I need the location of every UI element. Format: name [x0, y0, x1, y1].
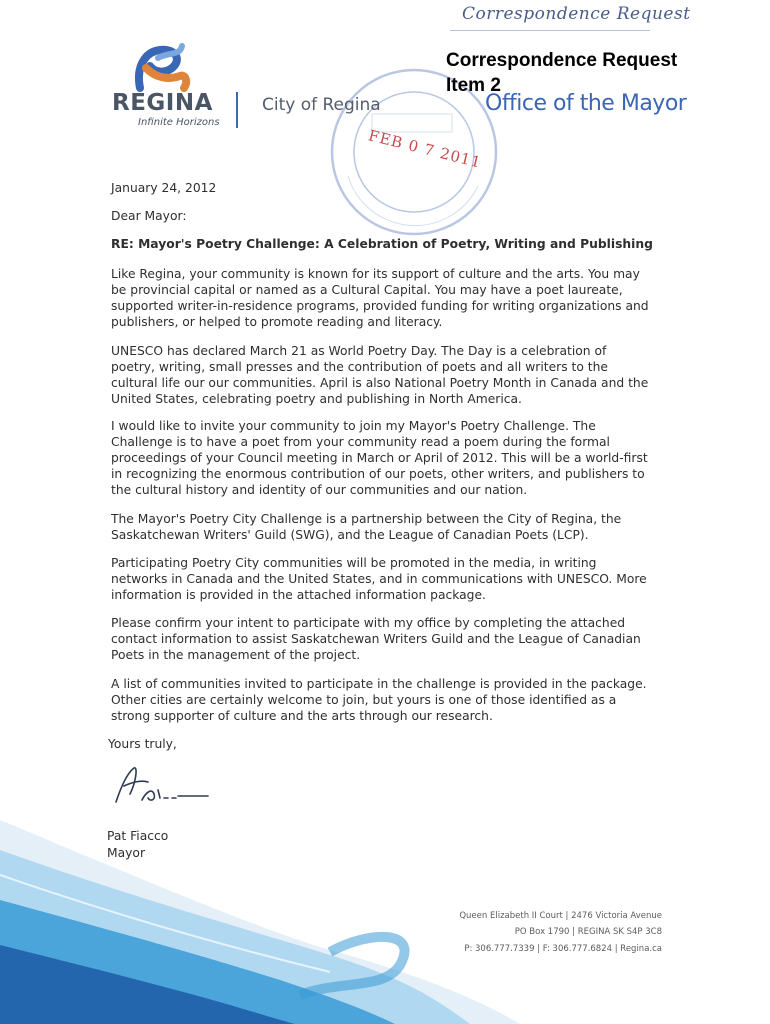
paragraph-2: UNESCO has declared March 21 as World Poetry Day. The Day is a celebration of poetry, writing, small presses and the contribution of poets and all writers to the cultural life our our communities. April is also National Poetry Month in Canada and the United States, celebrating poetry and publishing in North America. — [111, 344, 649, 406]
annotation-underline — [450, 30, 650, 31]
letter-closing: Yours truly, — [108, 737, 177, 751]
logo-wordmark: REGINA — [112, 90, 213, 116]
request-label-line1: Correspondence Request — [446, 50, 678, 71]
handwritten-annotation: Correspondence Request — [462, 4, 691, 24]
footer-address-line-2: PO Box 1790 | REGINA SK S4P 3C8 — [514, 927, 662, 937]
letter-subject: RE: Mayor's Poetry Challenge: A Celebration of Poetry, Writing and Publishing — [111, 237, 653, 251]
request-label-line2: Item 2 — [446, 75, 501, 96]
paragraph-4: The Mayor's Poetry City Challenge is a partnership between the City of Regina, the Saskatchewan Writers' Guild (SWG), and the League of Canadian Poets (LCP). — [111, 512, 622, 542]
decorative-swoosh — [0, 780, 520, 1024]
footer-contact-line: P: 306.777.7339 | F: 306.777.6824 | Regina.ca — [464, 944, 662, 954]
regina-logo-icon — [130, 38, 196, 94]
letter-greeting: Dear Mayor: — [111, 209, 187, 223]
stamp-date: FEB 0 7 2011 — [366, 126, 484, 172]
logo-tagline: Infinite Horizons — [138, 117, 220, 128]
signer-name: Pat Fiacco — [107, 829, 169, 843]
letter-date: January 24, 2012 — [111, 181, 217, 195]
paragraph-7: A list of communities invited to participate in the challenge is provided in the package. Other cities are certainly welcome to join, but yours is one of those identified as a strong supporter of culture and the arts through our research. — [111, 677, 647, 723]
letterhead-divider — [236, 92, 238, 128]
footer-address-line-1: Queen Elizabeth II Court | 2476 Victoria Avenue — [459, 911, 662, 921]
paragraph-6: Please confirm your intent to participate with my office by completing the attached contact information to assist Saskatchewan Writers Guild and the League of Canadian Poets in the management of the project. — [111, 616, 641, 662]
paragraph-1: Like Regina, your community is known for its support of culture and the arts. You may be provincial capital or named as a Cultural Capital. You may have a poet laureate, supported writer-in-residence programs, provided funding for writing organizations and publishers, or helped to promote reading and literacy. — [111, 267, 649, 329]
paragraph-5: Participating Poetry City communities will be promoted in the media, in writing networks in Canada and the United States, and in communications with UNESCO. More information is provided in the attached information package. — [111, 556, 647, 602]
office-name: Office of the Mayor — [485, 91, 687, 116]
signature-image — [112, 760, 212, 810]
paragraph-3: I would like to invite your community to join my Mayor's Poetry Challenge. The Challenge is to have a poet from your community read a poem during the formal proceedings of your Council meeting in March or April of 2012. This will be a world-first in recognizing the enormous contribution of our poets, other writers, and publishers to the cultural history and identity of our communities and our nation. — [111, 419, 648, 497]
signer-title: Mayor — [107, 846, 146, 860]
city-name: City of Regina — [262, 95, 381, 115]
